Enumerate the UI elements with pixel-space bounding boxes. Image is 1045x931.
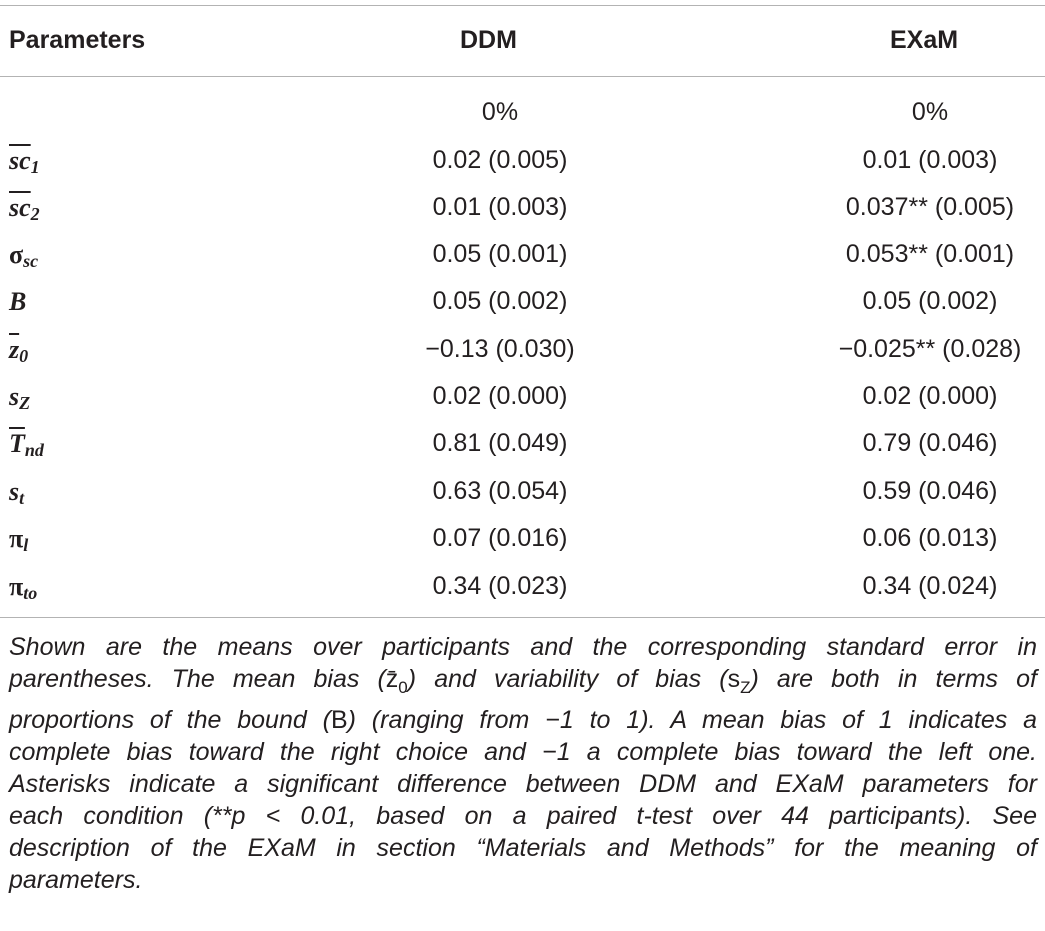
condition-ddm: 0% xyxy=(481,98,519,126)
ddm-value: 0.34 (0.023) xyxy=(432,572,568,600)
table-row xyxy=(0,373,1045,420)
footnote-line: each condition (**p < 0.01, based on a paired t-test over 44 participants). See xyxy=(9,802,1037,830)
z-symbol: z̄ xyxy=(385,665,399,693)
header-exam: EXaM xyxy=(890,26,959,54)
footnote-line xyxy=(9,704,1037,736)
table-row xyxy=(0,231,1045,278)
table-header-rule xyxy=(0,76,1045,77)
footnote-line: parameters. xyxy=(9,866,143,894)
condition-exam: 0% xyxy=(911,98,949,126)
s-symbol: s xyxy=(727,665,741,693)
footnote-line xyxy=(9,663,1037,704)
param-symbol: $\overline{T}$ xyxy=(9,429,25,458)
param-subscript: 1 xyxy=(30,157,40,177)
exam-value: 0.05 (0.002) xyxy=(862,287,998,315)
param-label xyxy=(9,184,40,231)
table-top-rule xyxy=(0,5,1045,6)
footnote-text: proportions of the bound ( xyxy=(9,706,331,734)
exam-value: −0.025** (0.028) xyxy=(838,335,1022,363)
param-subscript: nd xyxy=(24,440,44,460)
param-subscript: Z xyxy=(19,393,31,413)
exam-value: 0.037** (0.005) xyxy=(845,193,1015,221)
param-subscript: to xyxy=(23,583,38,603)
table-bottom-rule xyxy=(0,617,1045,618)
footnote-line: complete bias toward the right choice and −1 a complete bias toward the left one. xyxy=(9,738,1037,766)
ddm-value: −0.13 (0.030) xyxy=(425,335,575,363)
exam-value: 0.06 (0.013) xyxy=(862,524,998,552)
param-label xyxy=(9,278,26,325)
param-label xyxy=(9,137,40,184)
param-label xyxy=(9,231,38,278)
param-symbol: $\overline{sc}$ xyxy=(9,193,31,222)
ddm-value: 0.81 (0.049) xyxy=(432,429,568,457)
table-row xyxy=(0,468,1045,515)
table-row xyxy=(0,278,1045,325)
table-row xyxy=(0,184,1045,231)
ddm-value: 0.02 (0.005) xyxy=(432,146,568,174)
param-symbol: s xyxy=(9,477,20,506)
table-row xyxy=(0,137,1045,184)
ddm-value: 0.63 (0.054) xyxy=(432,477,568,505)
param-symbol: B xyxy=(9,287,27,316)
sz-symbol xyxy=(727,665,751,697)
param-symbol: $\overline{z}$ xyxy=(9,335,20,364)
table-row xyxy=(0,563,1045,610)
footnote-text: parentheses. The mean bias ( xyxy=(9,665,386,693)
header-parameters: Parameters xyxy=(9,26,146,54)
header-ddm: DDM xyxy=(460,26,517,54)
param-label xyxy=(9,420,44,467)
param-symbol: σ xyxy=(9,240,24,269)
param-subscript: 0 xyxy=(19,346,29,366)
ddm-value: 0.02 (0.000) xyxy=(432,382,568,410)
param-subscript: l xyxy=(23,535,29,555)
param-label xyxy=(9,515,28,562)
param-label xyxy=(9,468,24,515)
footnote-text: ) (ranging from −1 to 1). A mean bias of 1 indicates a xyxy=(347,706,1037,734)
footnote-text: ) are both in terms of xyxy=(750,665,1037,693)
table-row xyxy=(0,515,1045,562)
z-subscript: 0 xyxy=(398,678,408,697)
ddm-value: 0.05 (0.001) xyxy=(432,240,568,268)
param-label xyxy=(9,563,37,610)
ddm-value: 0.07 (0.016) xyxy=(432,524,568,552)
condition-row xyxy=(0,89,1045,136)
b-symbol: B xyxy=(330,706,348,734)
ddm-value: 0.01 (0.003) xyxy=(432,193,568,221)
z-bar-symbol xyxy=(385,665,408,697)
param-symbol: π xyxy=(9,524,24,553)
footnote-line: Asterisks indicate a significant difference between DDM and EXaM parameters for xyxy=(9,770,1037,798)
param-label xyxy=(9,373,30,420)
exam-value: 0.053** (0.001) xyxy=(845,240,1015,268)
param-symbol: s xyxy=(9,382,20,411)
table-footnote xyxy=(9,631,1037,896)
footnote-line: Shown are the means over participants and the corresponding standard error in xyxy=(9,633,1037,661)
param-label xyxy=(9,326,28,373)
exam-value: 0.02 (0.000) xyxy=(862,382,998,410)
exam-value: 0.34 (0.024) xyxy=(862,572,998,600)
ddm-value: 0.05 (0.002) xyxy=(432,287,568,315)
param-subscript: t xyxy=(19,488,25,508)
param-symbol: π xyxy=(9,572,24,601)
exam-value: 0.59 (0.046) xyxy=(862,477,998,505)
footnote-text: ) and variability of bias ( xyxy=(407,665,728,693)
param-subscript: 2 xyxy=(30,204,40,224)
param-subscript: sc xyxy=(23,251,39,271)
exam-value: 0.01 (0.003) xyxy=(862,146,998,174)
footnote-line: description of the EXaM in section “Materials and Methods” for the meaning of xyxy=(9,834,1037,862)
table-row xyxy=(0,326,1045,373)
param-symbol: $\overline{sc}$ xyxy=(9,146,31,175)
exam-value: 0.79 (0.046) xyxy=(862,429,998,457)
s-subscript: Z xyxy=(740,678,751,697)
table-row xyxy=(0,420,1045,467)
